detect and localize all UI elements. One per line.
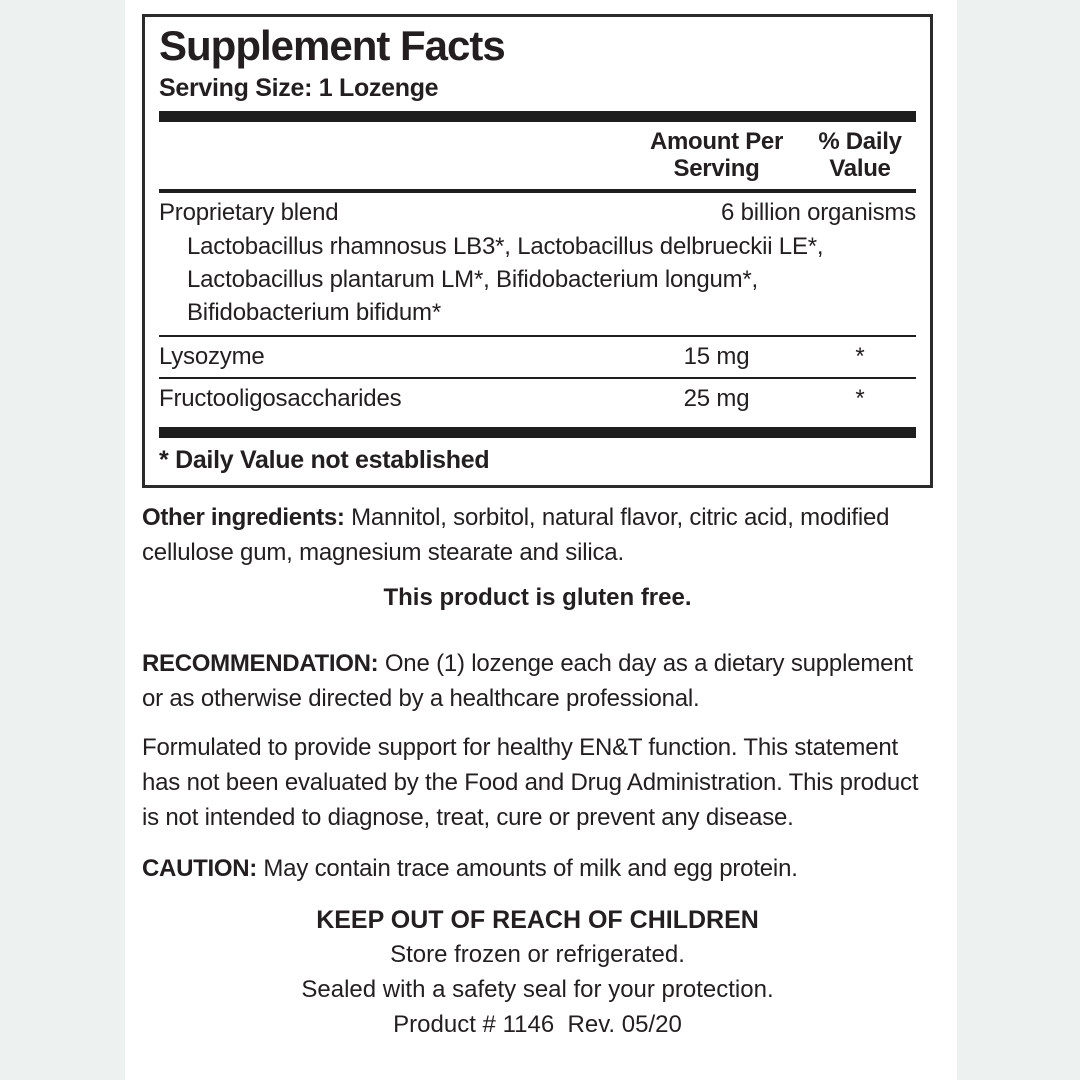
blend-components: [159, 230, 916, 335]
divider-thick-bottom: [159, 427, 916, 438]
supplement-label: [142, 14, 933, 1039]
caution-text: May contain trace amounts of milk and egg protein.: [263, 854, 798, 882]
ingredient-name: Fructooligosaccharides: [159, 384, 402, 412]
supplement-facts-panel: [142, 14, 933, 488]
recommendation-label: RECOMMENDATION:: [142, 649, 379, 677]
keep-out-of-reach-warning: KEEP OUT OF REACH OF CHILDREN: [316, 905, 759, 934]
daily-value-footnote: * Daily Value not established: [159, 445, 490, 474]
dv-header-line1: % Daily: [818, 128, 902, 155]
blend-component: Bifidobacterium bifidum*: [187, 298, 441, 326]
ingredient-amount: 15 mg: [683, 342, 750, 370]
serving-size: Serving Size: 1 Lozenge: [159, 74, 439, 102]
page-margin-left: [0, 0, 125, 1080]
other-ingredients-paragraph: [142, 500, 933, 570]
ingredient-name: Lysozyme: [159, 342, 265, 370]
amount-per-serving-header: [629, 129, 804, 183]
table-row-proprietary-blend: [159, 193, 916, 230]
caution-label: CAUTION:: [142, 854, 257, 882]
storage-instruction: Store frozen or refrigerated.: [390, 940, 685, 968]
ingredient-amount: 25 mg: [683, 384, 750, 412]
other-ingredients-text: Mannitol, sorbitol, natural flavor, citric acid, modified cellulose gum, magnesium stearate and silica.: [142, 503, 890, 566]
gluten-free-statement: This product is gluten free.: [383, 583, 692, 611]
amount-header-line2: Serving: [673, 154, 760, 182]
page-margin-right: [957, 0, 1080, 1080]
dv-header-line2: Value: [829, 154, 891, 182]
other-ingredients-label: Other ingredients:: [142, 503, 345, 531]
safety-seal-notice: Sealed with a safety seal for your protection.: [301, 975, 774, 1003]
product-number-revision: Product # 1146 Rev. 05/20: [393, 1010, 682, 1038]
amount-header-line1: Amount Per: [649, 128, 783, 155]
recommendation-text: One (1) lozenge each day as a dietary supplement or as otherwise directed by a healthcare professional.: [142, 649, 913, 712]
blend-component: Lactobacillus rhamnosus LB3*, Lactobacillus delbrueckii LE*,: [187, 232, 824, 260]
header-spacer: [159, 129, 629, 183]
blend-amount: 6 billion organisms: [721, 198, 916, 226]
facts-title: Supplement Facts: [159, 22, 505, 69]
divider-thick-top: [159, 111, 916, 122]
table-row-lysozyme: [159, 337, 916, 377]
table-row-fructooligosaccharides: [159, 379, 916, 419]
blend-component: Lactobacillus plantarum LM*, Bifidobacterium longum*,: [187, 265, 759, 293]
ingredient-daily-value: *: [855, 342, 865, 370]
recommendation-paragraph: [142, 646, 933, 716]
daily-value-header: [804, 129, 916, 183]
fda-disclaimer-paragraph: Formulated to provide support for healthy EN&T function. This statement has not been evaluated by the Food and Drug Administration. This product is not intended to diagnose, treat, cure or prevent any disease.: [142, 733, 919, 831]
blend-name: Proprietary blend: [159, 198, 339, 226]
ingredient-daily-value: *: [855, 384, 865, 412]
caution-paragraph: [142, 851, 933, 886]
table-header-row: [159, 122, 916, 189]
